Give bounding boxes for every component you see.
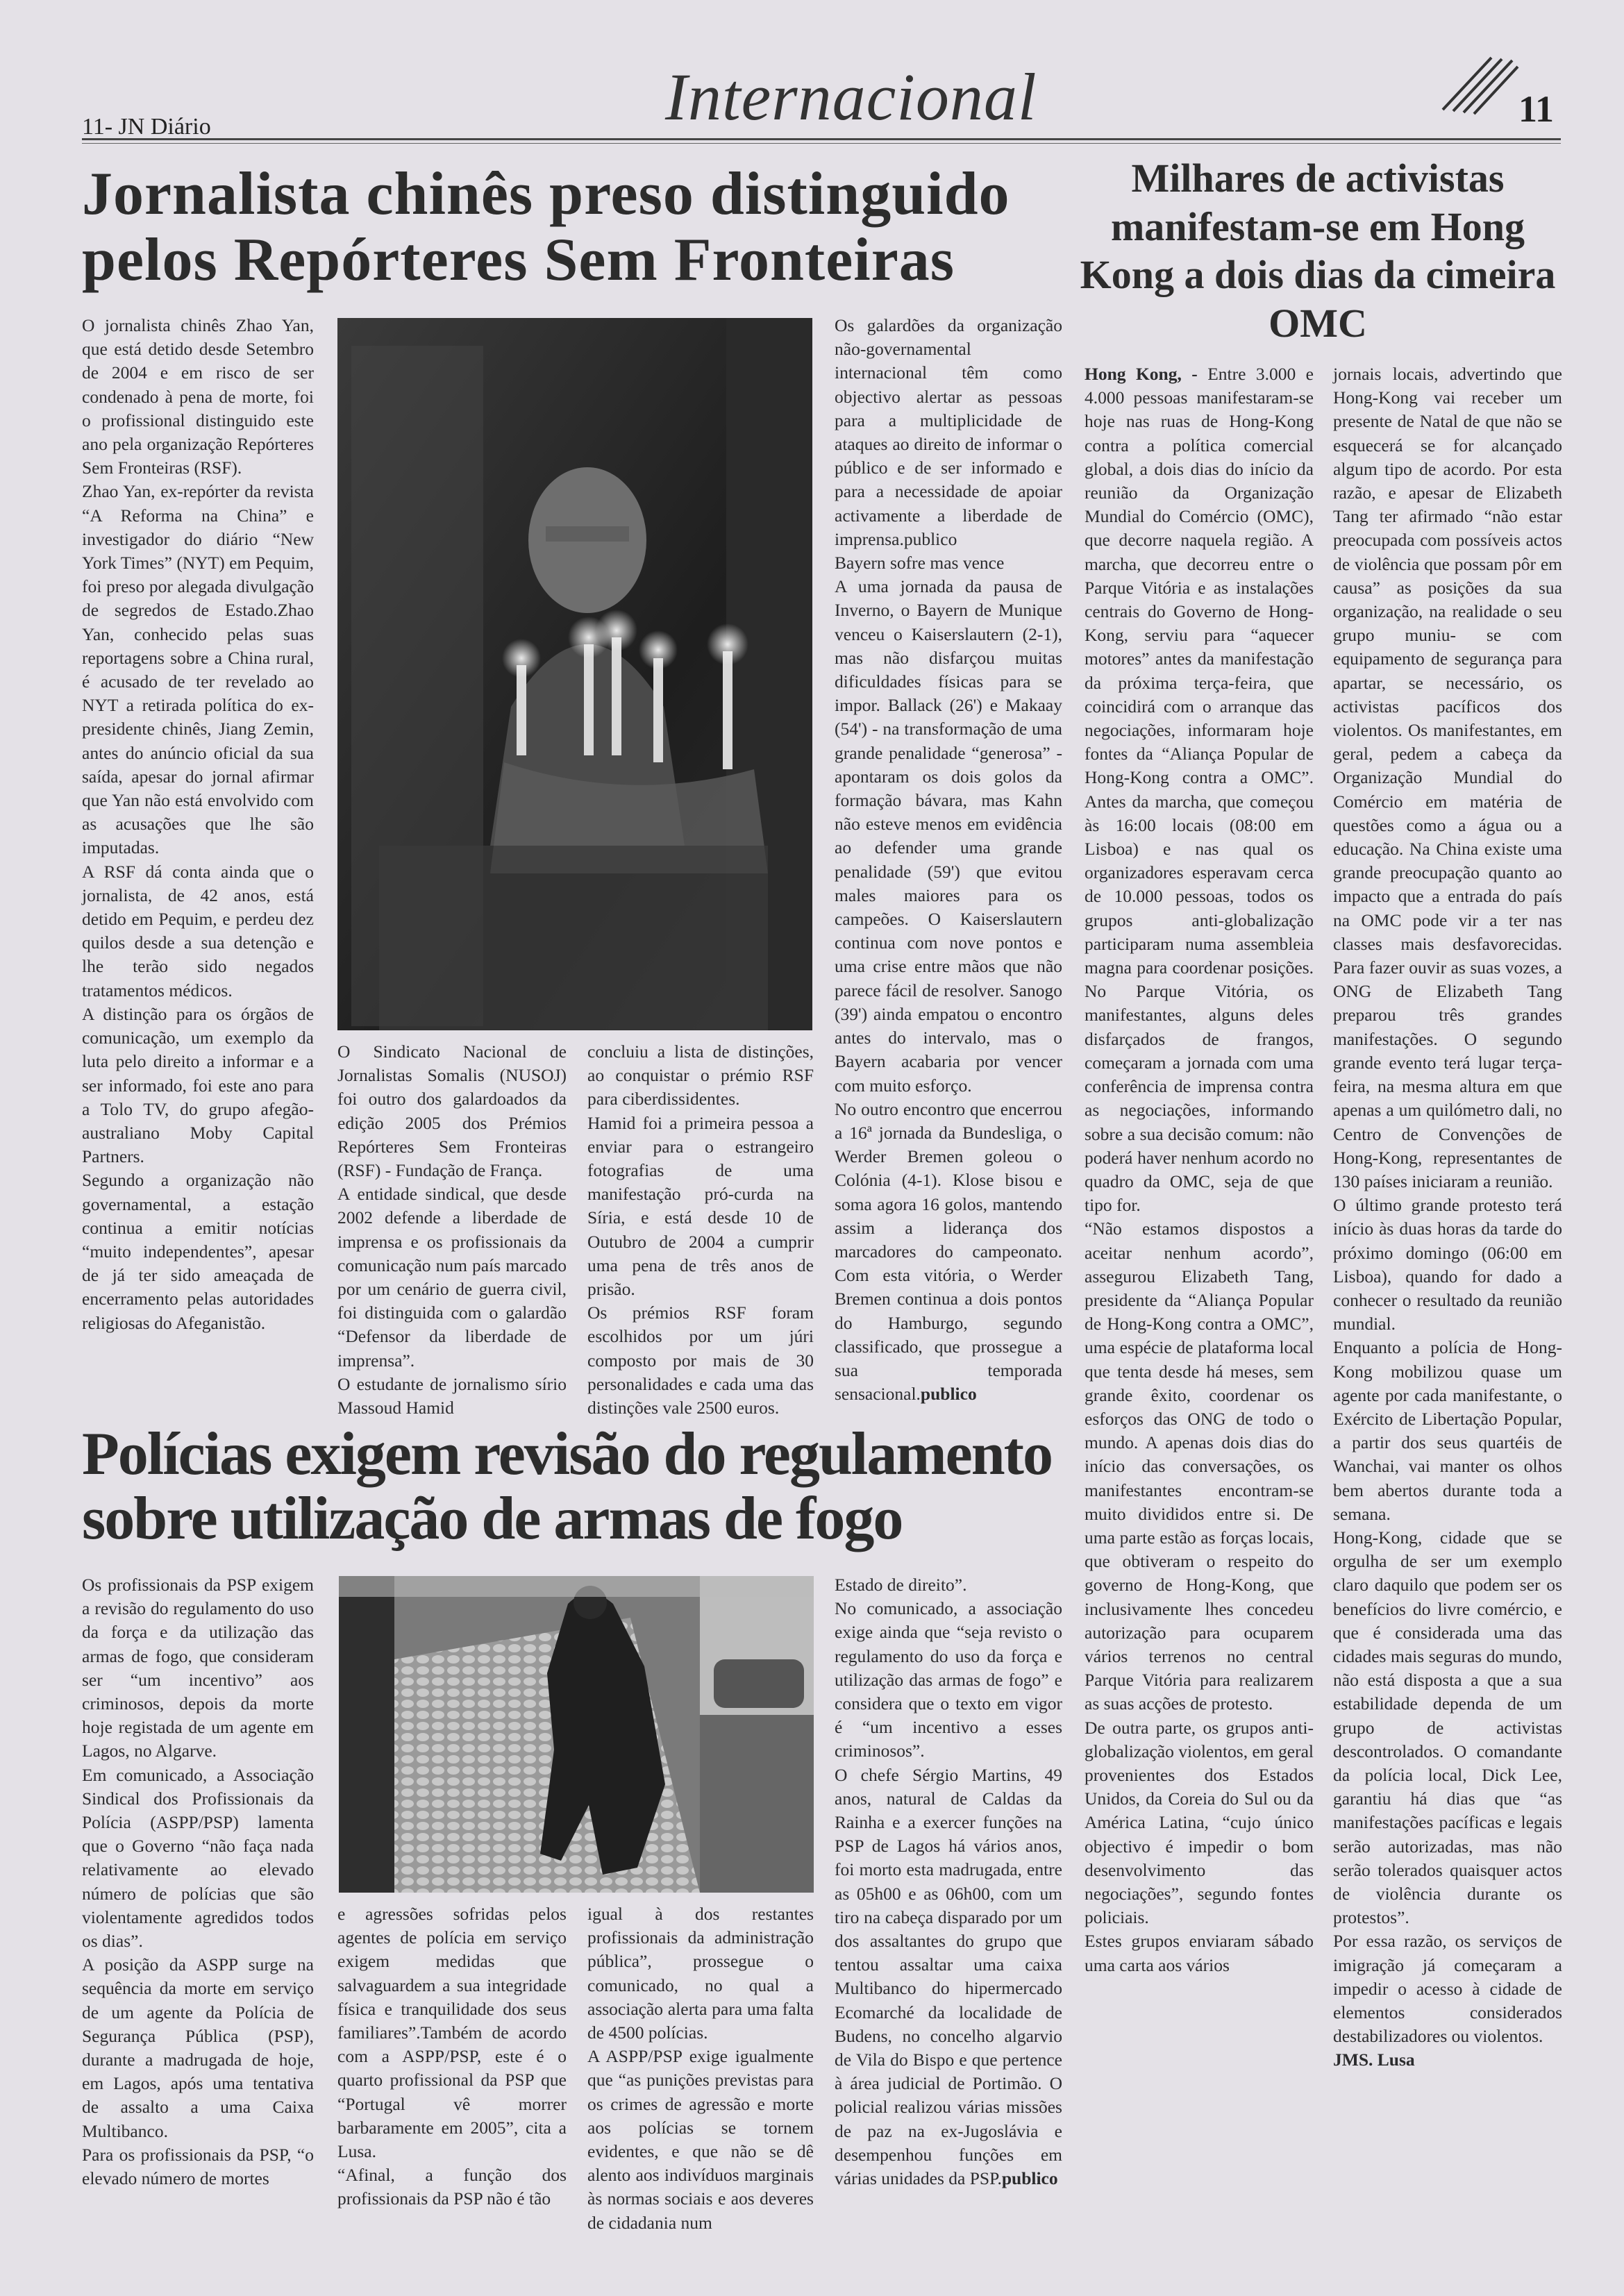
paragraph-text: Entre 3.000 e 4.000 pessoas manifestaram-se hoje nas ruas de Hong-Kong contra a política comercial global, a dois dias do início da reunião da Organização Mundial do Comércio (OMC), que decorre naquela região. A marcha, que decorreu entre o Parque Vitória e as instalações centrais do Governo de Hong-Kong, serviu para “aquecer motores” antes da manifestação da próxima terça-feira, que coincidirá com o arranque das negociações, informaram hoje fontes da “Aliança Popular de Hong-Kong contra a OMC”. Antes da marcha, que começou às 16:00 locais (08:00 em Lisboa) e nas qual os organizadores esperavam cerca de 10.000 pessoas, todos os grupos anti-globalização participaram numa assembleia magna para coordenar posições. No Parque Vitória, os manifestantes, alguns deles disfarçados de frangos, começaram a jornada com uma conferência de imprensa contra as negociações, informando sobre a sua decisão comum: não poderá haver nenhum acordo no quadro da OMC, seja de que tipo for. [1085, 364, 1314, 1216]
header-rule-thin [82, 143, 1561, 144]
article-signature: JMS. Lusa [1333, 2050, 1415, 2070]
article2-column-2 [337, 1902, 567, 2211]
paragraph: Enquanto a polícia de Hong-Kong mobilizou quase um agente por cada manifestante, o Exército de Libertação Popular, a partir dos seus quartéis de Wanchai, vai manter os olhos bem abertos durante toda a semana. [1333, 1337, 1562, 1524]
paragraph: No comunicado, a associação exige ainda que “seja revisto o regulamento do uso da força e utilização das armas de fogo” e considera que o texto em vigor é “um incentivo a esses criminosos”. [835, 1598, 1062, 1761]
paragraph: O Sindicato Nacional de Jornalistas Somalis (NUSOJ) foi outro dos galardoados da edição 2005 dos Prémios Repórteres Sem Fronteiras (RSF) - Fundação de França. [337, 1041, 567, 1181]
paragraph: A RSF dá conta ainda que o jornalista, de 42 anos, está detido em Pequim, e perdeu dez quilos desde a sua detenção e lhe terão sido negados tratamentos médicos. [82, 861, 314, 1000]
paragraph: Estes grupos enviaram sábado uma carta aos vários [1085, 1931, 1314, 1975]
article2-column-4 [835, 1573, 1062, 2190]
paragraph: A uma jornada da pausa de Inverno, o Bayern de Munique venceu o Kaiserslautern (2-1), mas não disfarçou muitas dificuldades físicas para se impor. Ballack (26') e Makaay (54') - na transformação de uma grande penalidade “generosa” - apontaram os dois golos da formação bávara, mas Kahn não esteve menos em evidência ao defender uma grande penalidade (59') que evitou males maiores para os campeões. O Kaiserslautern continua com nove pontos e uma crise entre mãos que não parece fácil de resolver. Sanogo (39') ainda empatou o encontro antes do intervalo, mas o Bayern acabaria por vencer com muito esforço. [835, 576, 1062, 1096]
paragraph: Em comunicado, a Associação Sindical dos Profissionais da Polícia (ASPP/PSP) lamenta que o Governo “não faça nada relativamente ao elevado número de polícias que são violentamente agredidos todos os dias”. [82, 1764, 314, 1952]
article2-column-1 [82, 1573, 314, 2190]
paragraph: Zhao Yan, ex-repórter da revista “A Reforma na China” e investigador do diário “New York Times” (NYT) em Pequim, foi preso por alegada divulgação de segredos de Estado.Zhao Yan, conhecido pelas suas reportagens sobre a China rural, é acusado de ter revelado ao NYT a retirada política do ex-presidente chinês, Jiang Zemin, antes do anúncio oficial da sua saída, apesar do jornal afirmar que Yan não está envolvido com as acusações que lhe são imputadas. [82, 481, 314, 858]
paragraph: Os profissionais da PSP exigem a revisão do regulamento do uso da força e da utilização das armas de fogo, que consideram ser “um incentivo” aos criminosos, depois da morte hoje registada de um agente em Lagos, no Algarve. [82, 1575, 314, 1761]
article1-column-4 [835, 314, 1062, 1406]
paragraph: O último grande protesto terá início às duas horas da tarde do próximo domingo (06:00 em Lisboa), quando for dado a conhecer o resultado da reunião mundial. [1333, 1195, 1562, 1334]
article1-column-1 [82, 314, 314, 1335]
paragraph: A posição da ASPP surge na sequência da morte em serviço de um agente da Polícia de Segurança Pública (PSP), durante a madrugada de hoje, em Lagos, após uma tentativa de assalto a uma Caixa Multibanco. [82, 1954, 314, 2141]
paragraph: A distinção para os órgãos de comunicação, um exemplo da luta pelo direito a informar e a ser informado, foi este ano para a Tolo TV, do grupo afegão-australiano Moby Capital Partners. [82, 1003, 314, 1167]
paragraph: jornais locais, advertindo que Hong-Kong vai receber um presente de Natal de que não se esquecerá se for alcançado algum tipo de acordo. Por esta razão, e apesar de Elizabeth Tang ter afirmado “não estar preocupada com possíveis actos de violência que possam pôr em causa” as posições da sua organização, na realidade o seu grupo muniu- se com equipamento de segurança para apartar, se necessário, os activistas pacíficos dos violentos. Os manifestantes, em geral, pedem a cabeça da Organização Mundial do Comércio em matéria de questões como a água ou a educação. Na China existe uma grande preocupação quanto ao impacto que a entrada do país na OMC pode vir a ter nas classes mais desfavorecidas. Para fazer ouvir as suas vozes, a ONG de Elizabeth Tang preparou três grandes manifestações. O segundo grande evento terá lugar terça-feira, na mesma altura em que apenas a um quilómetro dali, no Centro de Convenções de Hong-Kong, representantes de 130 países iniciaram a reunião. [1333, 364, 1562, 1191]
photo-portrait-candles [337, 318, 812, 1030]
police-photo-image [339, 1576, 814, 1893]
article1-column-2 [337, 1040, 567, 1420]
paragraph: Para os profissionais da PSP, “o elevado número de mortes [82, 2144, 314, 2189]
paragraph: igual à dos restantes profissionais da administração pública”, prossegue o comunicado, no qual a associação alerta para uma falta de 4500 polícias. [587, 1904, 814, 2043]
dateline: Hong Kong, - [1085, 364, 1198, 384]
paragraph: Por essa razão, os serviços de imigração já começaram a impedir o acesso à cidade de elementos considerados destabilizadores ou violentos. [1333, 1931, 1562, 2047]
candles-photo-image [337, 318, 812, 1030]
article3-column-2 [1333, 362, 1562, 2072]
paragraph: Os galardões da organização não-governamental internacional têm como objectivo alertar as pessoas para a multiplicidade de ataques ao direito de informar o público e de ser informado e para a necessidade de apoiar activamente a liberdade de imprensa.publico [835, 315, 1062, 549]
page-number: 11 [1518, 88, 1554, 130]
paragraph: Segundo a organização não governamental, a estação continua a emitir notícias “muito independentes”, apesar de já ter sido ameaçada de encerramento pelas autoridades religiosas do Afeganistão. [82, 1170, 314, 1333]
paragraph: O jornalista chinês Zhao Yan, que está detido desde Setembro de 2004 e em risco de ser condenado à pena de morte, foi o profissional distinguido este ano pela organização Repórteres Sem Fronteiras (RSF). [82, 315, 314, 478]
paragraph [835, 1763, 1062, 2191]
article-signature: publico [1001, 2168, 1058, 2189]
publication-name: 11- JN Diário [82, 114, 211, 140]
article1-headline: Jornalista chinês preso distinguido pelos Repórteres Sem Fronteiras [82, 160, 1010, 294]
section-title: Internacional [665, 60, 1037, 134]
paragraph: Estado de direito”. [835, 1575, 967, 1595]
page-header [82, 54, 1561, 144]
paragraph: Os prémios RSF foram escolhidos por um júri composto por mais de 30 personalidades e cada uma das distinções vale 2500 euros. [587, 1302, 814, 1418]
article2-column-3 [587, 1902, 814, 2235]
paragraph: O estudante de jornalismo sírio Massoud Hamid [337, 1373, 567, 1418]
paragraph: De outra parte, os grupos anti-globalização violentos, em geral provenientes dos Estados Unidos, da Coreia do Sul ou da América Latina, “cujo único objectivo é impedir o bom desenvolvimento das negociações”, segundo fontes policiais. [1085, 1717, 1314, 1928]
paragraph: “Não estamos dispostos a aceitar nenhum acordo”, assegurou Elizabeth Tang, presidente da “Aliança Popular de Hong-Kong contra a OMC”, uma espécie de plataforma local que tenta desde há meses, sem grande êxito, coordenar os esforços das ONG de todo o mundo. A apenas dois dias do início das conversações, os manifestantes encontram-se muito divididos entre si. De uma parte estão as forças locais, que obtiveram o respeito do governo de Hong-Kong, que inclusivamente lhes concedeu autorização para ocuparem vários terrenos no central Parque Vitória para realizarem as suas acções de protesto. [1085, 1218, 1314, 1714]
hatch-ornament-icon [1436, 54, 1519, 117]
article3-column-1 [1085, 362, 1314, 1977]
paragraph: A entidade sindical, que desde 2002 defende a liberdade de imprensa e os profissionais da comunicação num país marcado por um cenário de guerra civil, foi distinguida com o galardão “Defensor da liberdade de imprensa”. [337, 1184, 567, 1371]
paragraph: A ASPP/PSP exige igualmente que “as punições previstas para os crimes de agressão e morte aos polícias se tornem evidentes, e que não se dê alento aos indivíduos marginais às normas sociais e aos deveres de cidadania num [587, 2046, 814, 2233]
photo-police-street [339, 1576, 814, 1893]
paragraph: Hong-Kong, cidade que se orgulha de ser um exemplo claro daquilo que podem ser os benefícios do livre comércio, e que é considerada uma das cidades mais seguras do mundo, não está disposta a que a sua estabilidade dependa de um grupo de activistas descontrolados. O comandante da polícia local, Dick Lee, garantiu há dias que “as manifestações pacíficas e legais serão autorizadas, mas não serão tolerados quaisquer actos de violência durante os protestos”. [1333, 1527, 1562, 1928]
paragraph [835, 1098, 1062, 1407]
sports-subhead: Bayern sofre mas vence [835, 553, 1005, 573]
paragraph: concluiu a lista de distinções, ao conquistar o prémio RSF para ciberdissidentes. [587, 1041, 814, 1109]
header-rule [82, 138, 1561, 140]
paragraph-text: O chefe Sérgio Martins, 49 anos, natural de Caldas da Rainha e a exercer funções na PSP de Lagos há vários anos, foi morto esta madrugada, entre as 05h00 e as 06h00, com um tiro na cabeça disparado por um dos assaltantes do grupo que tentou assaltar uma caixa Multibanco do hipermercado Ecomarché da localidade de Budens, no concelho algarvio de Vila do Bispo e que pertence à área judicial de Portimão. O policial realizou várias missões de paz na ex-Jugoslávia e desempenhou funções em várias unidades da PSP. [835, 1764, 1062, 2189]
paragraph: e agressões sofridas pelos agentes de polícia em serviço exigem medidas que salvaguardem a sua integridade física e tranquilidade dos seus familiares”.Também de acordo com a ASPP/PSP, este é o quarto profissional da PSP que “Portugal vê morrer barbaramente em 2005”, cita a Lusa. [337, 1904, 567, 2162]
paragraph-text: No outro encontro que encerrou a 16ª jornada da Bundesliga, o Werder Bremen goleou o Colónia (4-1). Klose bisou e soma agora 16 golos, mantendo assim a liderança dos marcadores do campeonato. Com esta vitória, o Werder Bremen continua a dois pontos do Hamburgo, segundo classificado, que prossegue a sua temporada sensacional. [835, 1098, 1062, 1405]
paragraph: “Afinal, a função dos profissionais da PSP não é tão [337, 2165, 567, 2209]
paragraph: Hamid foi a primeira pessoa a enviar para o estrangeiro fotografias de uma manifestação pró-curda na Síria, e está desde 10 de Outubro de 2004 a cumprir uma pena de três anos de prisão. [587, 1112, 814, 1300]
article3-headline: Milhares de activistas manifestam-se em Hong Kong a dois dias da cimeira OMC [1080, 156, 1556, 346]
article1-column-3 [587, 1040, 814, 1420]
paragraph [1085, 362, 1314, 1217]
article2-headline: Polícias exigem revisão do regulamento sobre utilização de armas de fogo [82, 1421, 1052, 1553]
article-signature: publico [920, 1384, 977, 1405]
